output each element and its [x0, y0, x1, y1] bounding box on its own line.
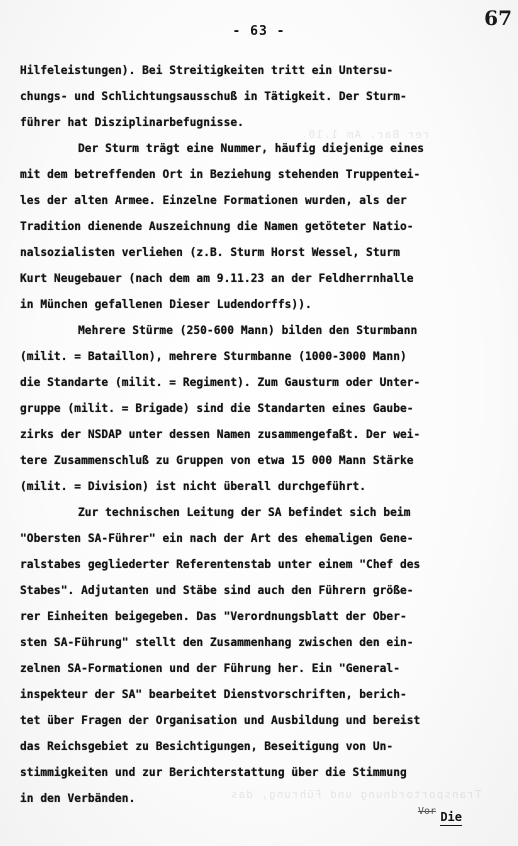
- text-line: "Obersten SA-Führer" ein nach der Art des ehemaligen Gene-: [20, 532, 414, 545]
- text-line: les der alten Armee. Einzelne Formationen wurden, als der: [20, 194, 407, 207]
- text-line: (milit. = Division) ist nicht überall durchgeführt.: [20, 480, 367, 493]
- text-line: ralstabes gegliederter Referentenstab unter einem "Chef des: [20, 558, 421, 571]
- catchword: Die: [440, 810, 462, 824]
- text-line: Hilfeleistungen). Bei Streitigkeiten tritt ein Untersu-: [20, 64, 394, 77]
- text-line: Kurt Neugebauer (nach dem am 9.11.23 an der Feldherrnhalle: [20, 272, 414, 285]
- folio-number: 67: [484, 6, 512, 30]
- text-line: rer Einheiten beigegeben. Das "Verordnungsblatt der Ober-: [20, 610, 407, 623]
- paragraph: [20, 500, 508, 812]
- paragraph: [20, 58, 508, 136]
- text-line: tet über Fragen der Organisation und Ausbildung und bereist: [20, 714, 421, 727]
- text-line: in den Verbänden.: [20, 792, 136, 805]
- text-line: Stabes". Adjutanten und Stäbe sind auch den Führern größe-: [20, 584, 414, 597]
- text-line: nalsozialisten verliehen (z.B. Sturm Horst Wessel, Sturm: [20, 246, 400, 259]
- text-line: Tradition dienende Auszeichnung die Namen getöteter Natio-: [20, 220, 414, 233]
- text-line: das Reichsgebiet zu Besichtigungen, Beseitigung von Un-: [20, 740, 394, 753]
- text-line: Zur technischen Leitung der SA befindet sich beim: [78, 506, 411, 519]
- catchword-struck: Vor: [417, 806, 436, 817]
- text-line: Der Sturm trägt eine Nummer, häufig diejenige eines: [78, 142, 425, 155]
- text-line: führer hat Disziplinarbefugnisse.: [20, 116, 244, 129]
- text-line: inspekteur der SA" bearbeitet Dienstvorschriften, berich-: [20, 688, 407, 701]
- text-line: sten SA-Führung" stellt den Zusammenhang zwischen den ein-: [20, 636, 414, 649]
- bleed-through-text: rer Bar. Am 1.10. Transportordnung und Führung, das: [230, 128, 482, 801]
- paragraph: [20, 136, 508, 318]
- text-line: zirks der NSDAP unter dessen Namen zusammengefaßt. Der wei-: [20, 428, 421, 441]
- text-line: Mehrere Stürme (250-600 Mann) bilden den Sturmbann: [78, 324, 418, 337]
- paragraph: [20, 318, 508, 500]
- text-line: die Standarte (milit. = Regiment). Zum Gausturm oder Unter-: [20, 376, 421, 389]
- text-line: gruppe (milit. = Brigade) sind die Standarten eines Gaube-: [20, 402, 414, 415]
- page-number: - 63 -: [232, 24, 286, 39]
- text-line: (milit. = Bataillon), mehrere Sturmbanne (1000-3000 Mann): [20, 350, 407, 363]
- text-line: chungs- und Schlichtungsausschuß in Tätigkeit. Der Sturm-: [20, 90, 407, 103]
- text-line: tere Zusammenschluß zu Gruppen von etwa 15 000 Mann Stärke: [20, 454, 414, 467]
- text-line: stimmigkeiten und zur Berichterstattung über die Stimmung: [20, 766, 407, 779]
- text-line: mit dem betreffenden Ort in Beziehung stehenden Truppentei-: [20, 168, 421, 181]
- text-line: in München gefallenen Dieser Ludendorffs)).: [20, 298, 312, 311]
- text-line: zelnen SA-Formationen und der Führung her. Ein "General-: [20, 662, 400, 675]
- body-text: [20, 58, 508, 812]
